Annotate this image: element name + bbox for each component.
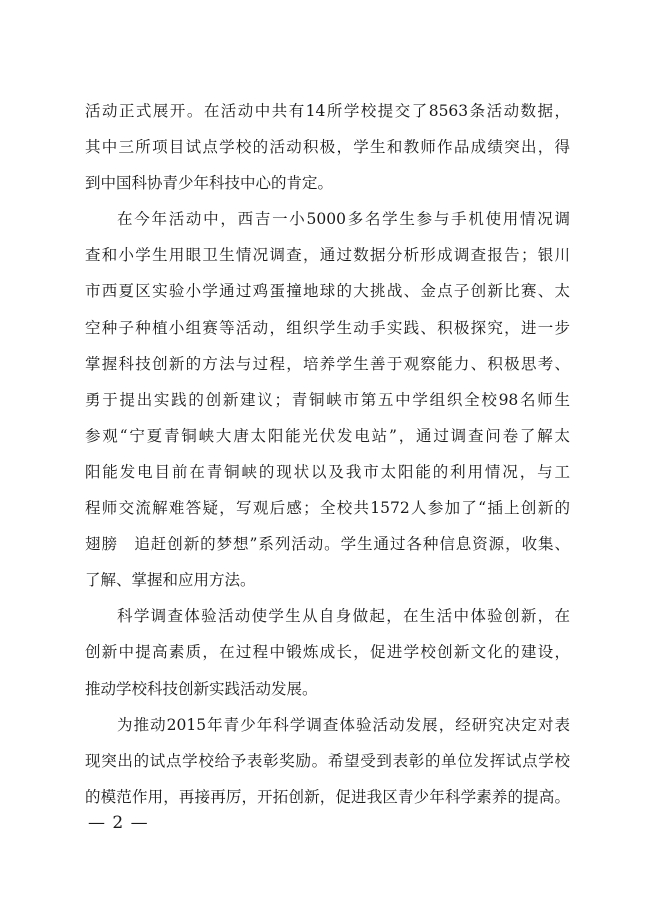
text-line: 的模范作用，再接再厉，开拓创新，促进我区青少年科学素养的提高。	[85, 787, 570, 806]
text-line: 空种子种植小组赛等活动，组织学生动手实践、积极探究，进一步	[85, 318, 570, 337]
text-line: 在今年活动中，西吉一小5000多名学生参与手机使用情况调	[117, 210, 570, 229]
page-number: — 2 —	[88, 813, 149, 833]
text-line: 到中国科协青少年科技中心的肯定。	[85, 174, 334, 193]
text-line: 阳能发电目前在青铜峡的现状以及我市太阳能的利用情况，与工	[85, 462, 570, 481]
text-line: 勇于提出实践的创新建议；青铜峡市第五中学组织全校98名师生	[85, 390, 570, 409]
paragraph-1	[85, 93, 570, 201]
text-line: 掌握科技创新的方法与过程，培养学生善于观察能力、积极思考、	[85, 354, 570, 373]
paragraph-2	[85, 201, 570, 598]
text-line: 翅膀 追赶创新的梦想”系列活动。学生通过各种信息资源，收集、	[85, 535, 570, 554]
text-line: 活动正式展开。在活动中共有14所学校提交了8563条活动数据，	[85, 102, 570, 120]
text-line: 现突出的试点学校给予表彰奖励。希望受到表彰的单位发挥试点学校	[85, 751, 570, 770]
text-line: 科学调查体验活动使学生从自身做起，在生活中体验创新，在	[117, 607, 570, 626]
text-line: 市西夏区实验小学通过鸡蛋撞地球的大挑战、金点子创新比赛、太	[85, 282, 570, 301]
text-line: 为推动2015年青少年科学调查体验活动发展，经研究决定对表	[117, 715, 570, 734]
paragraph-4	[85, 707, 570, 815]
text-line: 查和小学生用眼卫生情况调查，通过数据分析形成调查报告；银川	[85, 246, 570, 265]
text-line: 其中三所项目试点学校的活动积极，学生和教师作品成绩突出，得	[85, 138, 570, 157]
document-body	[85, 93, 570, 815]
text-line: 参观“宁夏青铜峡大唐太阳能光伏发电站”，通过调查问卷了解太	[85, 426, 570, 445]
text-line: 了解、掌握和应用方法。	[85, 571, 256, 590]
text-line: 程师交流解难答疑，写观后感；全校共1572人参加了“插上创新的	[85, 499, 570, 518]
paragraph-3	[85, 598, 570, 706]
text-line: 创新中提高素质，在过程中锻炼成长，促进学校创新文化的建设，	[85, 643, 570, 662]
text-line: 推动学校科技创新实践活动发展。	[85, 679, 318, 698]
